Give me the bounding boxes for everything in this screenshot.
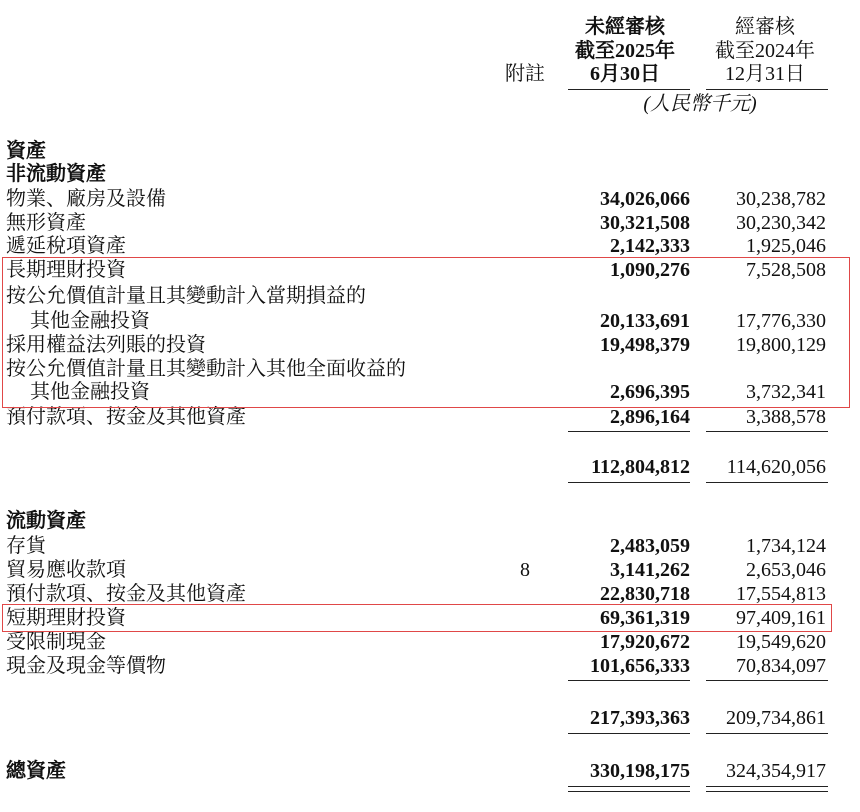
row-current-value: 20,133,691 xyxy=(600,310,690,332)
total-assets-current: 330,198,175 xyxy=(590,760,690,782)
row-current-value: 2,696,395 xyxy=(610,381,690,403)
row-prior-value: 30,230,342 xyxy=(736,212,826,234)
row-label: 長期理財投資 xyxy=(6,259,126,281)
row-prior-value: 30,238,782 xyxy=(736,188,826,210)
highlight-box-short-term-investments xyxy=(2,604,832,632)
non-current-total-prior: 114,620,056 xyxy=(726,456,826,478)
double-rule-current-top xyxy=(568,786,690,787)
total-rule-prior xyxy=(706,482,828,483)
row-prior-value: 17,554,813 xyxy=(736,583,826,605)
row-current-value: 101,656,333 xyxy=(590,655,690,677)
row-current-value: 30,321,508 xyxy=(600,212,690,234)
row-prior-value: 1,925,046 xyxy=(746,235,826,257)
subtotal-rule-prior xyxy=(706,431,828,432)
row-label: 物業、廠房及設備 xyxy=(6,188,166,210)
header-rule-current xyxy=(568,89,690,90)
subtotal-rule-current xyxy=(568,680,690,681)
header-current-status: 未經審核 xyxy=(585,16,665,38)
total-rule-current xyxy=(568,733,690,734)
row-prior-value: 17,776,330 xyxy=(736,310,826,332)
row-label-continued: 其他金融投資 xyxy=(30,381,150,403)
total-assets-prior: 324,354,917 xyxy=(726,760,826,782)
row-current-value: 69,361,319 xyxy=(600,607,690,629)
row-current-value: 19,498,379 xyxy=(600,334,690,356)
row-prior-value: 1,734,124 xyxy=(746,535,826,557)
row-prior-value: 2,653,046 xyxy=(746,559,826,581)
row-current-value: 3,141,262 xyxy=(610,559,690,581)
row-label: 受限制現金 xyxy=(6,631,106,653)
row-label: 無形資產 xyxy=(6,212,86,234)
row-prior-value: 19,549,620 xyxy=(736,631,826,653)
row-current-value: 22,830,718 xyxy=(600,583,690,605)
row-prior-value: 19,800,129 xyxy=(736,334,826,356)
row-label: 預付款項、按金及其他資產 xyxy=(6,583,246,605)
row-label: 遞延稅項資產 xyxy=(6,235,126,257)
subtotal-rule-prior xyxy=(706,680,828,681)
row-prior-value: 70,834,097 xyxy=(736,655,826,677)
row-label: 採用權益法列賬的投資 xyxy=(6,334,206,356)
row-prior-value: 97,409,161 xyxy=(736,607,826,629)
subtotal-rule-current xyxy=(568,431,690,432)
header-current-date: 6月30日 xyxy=(590,63,660,85)
row-current-value: 34,026,066 xyxy=(600,188,690,210)
row-prior-value: 3,732,341 xyxy=(746,381,826,403)
row-current-value: 2,142,333 xyxy=(610,235,690,257)
header-prior-date: 12月31日 xyxy=(725,63,805,85)
row-current-value: 1,090,276 xyxy=(610,259,690,281)
current-total-current: 217,393,363 xyxy=(590,707,690,729)
row-label: 存貨 xyxy=(6,535,46,557)
double-rule-current-bottom xyxy=(568,791,690,792)
row-label: 短期理財投資 xyxy=(6,607,126,629)
section-non-current: 非流動資產 xyxy=(6,163,106,185)
row-label-continued: 其他金融投資 xyxy=(30,310,150,332)
header-current-period: 截至2025年 xyxy=(575,40,675,62)
non-current-total-current: 112,804,812 xyxy=(591,456,690,478)
row-label: 貿易應收款項 xyxy=(6,559,126,581)
row-current-value: 2,483,059 xyxy=(610,535,690,557)
row-prior-value: 7,528,508 xyxy=(746,259,826,281)
section-assets: 資產 xyxy=(6,140,46,162)
row-label: 按公允價值計量且其變動計入其他全面收益的 xyxy=(6,358,406,380)
total-rule-prior xyxy=(706,733,828,734)
current-total-prior: 209,734,861 xyxy=(726,707,826,729)
row-note: 8 xyxy=(520,559,530,581)
row-current-value: 17,920,672 xyxy=(600,631,690,653)
row-label: 預付款項、按金及其他資產 xyxy=(6,406,246,428)
header-rule-prior xyxy=(706,89,828,90)
header-prior-period: 截至2024年 xyxy=(715,40,815,62)
highlight-box-long-term-investments xyxy=(2,257,850,408)
total-assets-label: 總資產 xyxy=(6,760,66,782)
header-note-label: 附註 xyxy=(505,63,545,85)
total-rule-current xyxy=(568,482,690,483)
header-prior-status: 經審核 xyxy=(735,16,795,38)
row-label: 現金及現金等價物 xyxy=(6,655,166,677)
row-label: 按公允價值計量且其變動計入當期損益的 xyxy=(6,285,366,307)
row-current-value: 2,896,164 xyxy=(610,406,690,428)
double-rule-prior-bottom xyxy=(706,791,828,792)
double-rule-prior-top xyxy=(706,786,828,787)
row-prior-value: 3,388,578 xyxy=(746,406,826,428)
unit-label: (人民幣千元) xyxy=(643,93,757,115)
section-current: 流動資產 xyxy=(6,510,86,532)
